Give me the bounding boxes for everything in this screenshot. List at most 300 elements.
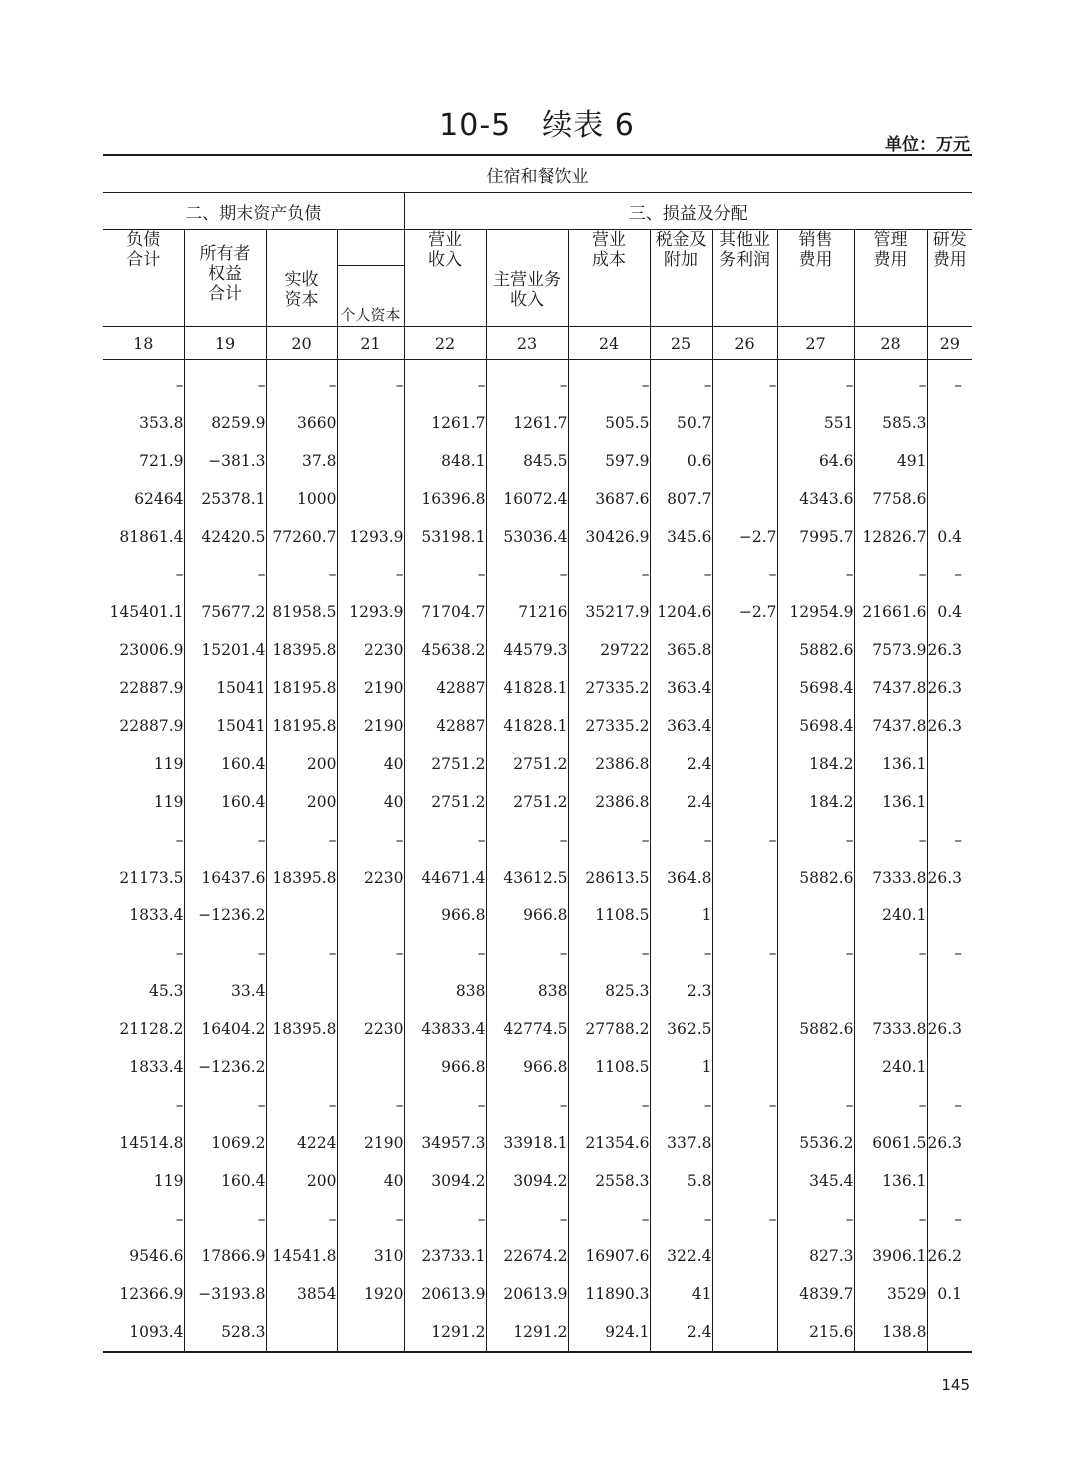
column-number: 28 <box>854 327 927 360</box>
table-cell: 200 <box>266 1162 337 1200</box>
table-cell: 585.3 <box>854 404 927 442</box>
table-cell <box>712 1237 777 1275</box>
header-operating-revenue: 营业 收入 <box>404 230 486 327</box>
sector-heading: 住宿和餐饮业 <box>103 155 972 193</box>
table-cell: −1236.2 <box>184 1048 266 1086</box>
table-row <box>103 821 972 859</box>
table-cell: 1108.5 <box>568 1048 650 1086</box>
table-row <box>103 555 972 593</box>
table-cell: 1261.7 <box>404 404 486 442</box>
table-cell: 2190 <box>337 1124 404 1162</box>
table-cell: 1291.2 <box>404 1313 486 1352</box>
table-cell: 1261.7 <box>486 404 568 442</box>
table-cell: 2.4 <box>650 1313 712 1352</box>
table-cell: 825.3 <box>568 972 650 1010</box>
table-cell: 1920 <box>337 1275 404 1313</box>
table-cell: 2386.8 <box>568 745 650 783</box>
table-cell: 26.3 <box>927 679 963 698</box>
table-cell: 551 <box>777 404 854 442</box>
table-cell: – <box>854 1086 927 1124</box>
table-cell: – <box>954 375 962 394</box>
table-cell: – <box>650 1200 712 1238</box>
table-cell: – <box>486 1200 568 1238</box>
table-cell: – <box>954 565 962 584</box>
table-cell: 3660 <box>266 404 337 442</box>
data-table <box>103 154 972 1353</box>
table-cell: 2386.8 <box>568 783 650 821</box>
group-heading-balance: 二、期末资产负债 <box>103 193 404 230</box>
table-cell: – <box>184 934 266 972</box>
table-row <box>103 480 972 518</box>
table-cell: 7995.7 <box>777 518 854 556</box>
table-cell: – <box>568 555 650 593</box>
table-cell <box>927 442 972 480</box>
table-cell: 5698.4 <box>777 669 854 707</box>
table-cell: – <box>266 360 337 404</box>
table-cell: 2230 <box>337 631 404 669</box>
table-row <box>103 934 972 972</box>
table-cell: 353.8 <box>103 404 184 442</box>
table-cell: 2.4 <box>650 745 712 783</box>
table-row <box>103 360 972 404</box>
table-cell: 5882.6 <box>777 631 854 669</box>
table-cell: – <box>712 555 777 593</box>
table-cell: – <box>712 934 777 972</box>
table-cell: 3906.1 <box>854 1237 927 1275</box>
table-cell: 119 <box>103 1162 184 1200</box>
table-cell: 20613.9 <box>486 1275 568 1313</box>
table-cell: 1833.4 <box>103 896 184 934</box>
table-cell: – <box>777 1200 854 1238</box>
table-cell: – <box>650 934 712 972</box>
table-cell <box>712 1124 777 1162</box>
table-cell: 160.4 <box>184 783 266 821</box>
table-cell: – <box>337 821 404 859</box>
header-personal-capital: 个人资本 <box>337 266 404 327</box>
table-cell: – <box>568 360 650 404</box>
table-cell: – <box>103 1086 184 1124</box>
table-cell: – <box>568 934 650 972</box>
table-cell: 491 <box>854 442 927 480</box>
table-cell <box>927 480 972 518</box>
table-cell: 364.8 <box>650 859 712 897</box>
table-cell: 27788.2 <box>568 1010 650 1048</box>
table-row <box>103 631 972 669</box>
table-cell: 44579.3 <box>486 631 568 669</box>
table-cell: −381.3 <box>184 442 266 480</box>
table-cell: 7333.8 <box>854 1010 927 1048</box>
table-cell: 12366.9 <box>103 1275 184 1313</box>
table-cell: 7437.8 <box>854 669 927 707</box>
table-cell: – <box>404 360 486 404</box>
table-cell: 17866.9 <box>184 1237 266 1275</box>
table-row <box>103 745 972 783</box>
table-cell <box>777 896 854 934</box>
table-cell: – <box>954 830 962 849</box>
table-cell: 26.3 <box>927 1020 963 1039</box>
table-cell: 18395.8 <box>266 859 337 897</box>
table-cell: 40 <box>337 1162 404 1200</box>
table-cell: 528.3 <box>184 1313 266 1352</box>
table-row <box>103 593 972 631</box>
table-cell: – <box>777 555 854 593</box>
table-row <box>103 1313 972 1352</box>
table-cell: 2751.2 <box>404 745 486 783</box>
table-cell: 4839.7 <box>777 1275 854 1313</box>
table-cell: 966.8 <box>404 896 486 934</box>
table-cell <box>337 1048 404 1086</box>
table-cell: 362.5 <box>650 1010 712 1048</box>
table-cell: – <box>337 1200 404 1238</box>
table-cell: – <box>103 821 184 859</box>
group-heading-profit: 三、损益及分配 <box>404 193 972 230</box>
table-row <box>103 1010 972 1048</box>
table-cell <box>266 1313 337 1352</box>
table-cell: 35217.9 <box>568 593 650 631</box>
table-cell: 22887.9 <box>103 669 184 707</box>
table-row <box>103 1200 972 1238</box>
table-cell: – <box>777 1086 854 1124</box>
table-cell: 7573.9 <box>854 631 927 669</box>
table-cell: 3854 <box>266 1275 337 1313</box>
column-number-row <box>103 327 972 360</box>
table-cell: 2230 <box>337 859 404 897</box>
table-cell <box>266 896 337 934</box>
column-number: 27 <box>777 327 854 360</box>
table-cell: 41 <box>650 1275 712 1313</box>
table-cell: 7333.8 <box>854 859 927 897</box>
table-cell: – <box>650 1086 712 1124</box>
table-cell <box>712 631 777 669</box>
table-cell: – <box>650 821 712 859</box>
table-cell: 28613.5 <box>568 859 650 897</box>
table-cell: – <box>103 360 184 404</box>
table-cell: 505.5 <box>568 404 650 442</box>
table-cell: 41828.1 <box>486 707 568 745</box>
table-cell: – <box>777 934 854 972</box>
header-total-liabilities: 负债 合计 <box>103 230 184 327</box>
table-cell: 44671.4 <box>404 859 486 897</box>
table-cell: – <box>404 934 486 972</box>
table-cell: – <box>568 821 650 859</box>
table-cell: 14541.8 <box>266 1237 337 1275</box>
table-cell: – <box>404 821 486 859</box>
table-cell: 119 <box>103 745 184 783</box>
table-cell: 1204.6 <box>650 593 712 631</box>
table-cell: 16072.4 <box>486 480 568 518</box>
table-cell <box>712 1162 777 1200</box>
table-cell <box>927 972 972 1010</box>
table-cell: 345.6 <box>650 518 712 556</box>
table-cell: 81861.4 <box>103 518 184 556</box>
table-cell: 45638.2 <box>404 631 486 669</box>
table-row <box>103 1275 972 1313</box>
header-rd-expenses: 研发 费用 <box>932 230 967 270</box>
table-cell: 23733.1 <box>404 1237 486 1275</box>
table-cell: 21354.6 <box>568 1124 650 1162</box>
table-cell: 160.4 <box>184 1162 266 1200</box>
table-cell: 6061.5 <box>854 1124 927 1162</box>
table-cell: 2190 <box>337 669 404 707</box>
table-cell: 240.1 <box>854 1048 927 1086</box>
table-cell: 119 <box>103 783 184 821</box>
table-cell: 848.1 <box>404 442 486 480</box>
table-cell: – <box>266 1086 337 1124</box>
table-cell: – <box>650 555 712 593</box>
table-cell: 9546.6 <box>103 1237 184 1275</box>
table-cell: 16404.2 <box>184 1010 266 1048</box>
table-cell: 33918.1 <box>486 1124 568 1162</box>
table-cell <box>927 404 972 442</box>
table-row <box>103 1124 972 1162</box>
table-cell: 81958.5 <box>266 593 337 631</box>
table-cell: 22674.2 <box>486 1237 568 1275</box>
table-cell: – <box>184 1086 266 1124</box>
table-cell: 5882.6 <box>777 1010 854 1048</box>
table-cell: 18395.8 <box>266 1010 337 1048</box>
header-other-business-profit: 其他业 务利润 <box>712 230 777 327</box>
table-cell: – <box>404 1086 486 1124</box>
table-cell: 7758.6 <box>854 480 927 518</box>
table-cell: – <box>568 1086 650 1124</box>
unit-label: 单位：万元 <box>885 135 970 155</box>
column-number: 29 <box>927 327 972 360</box>
header-taxes-surcharges: 税金及 附加 <box>650 230 712 327</box>
table-body <box>103 360 972 1353</box>
table-cell: 5698.4 <box>777 707 854 745</box>
table-cell: 62464 <box>103 480 184 518</box>
table-cell: 0.6 <box>650 442 712 480</box>
table-cell <box>337 404 404 442</box>
table-cell: – <box>486 821 568 859</box>
header-admin-expenses: 管理 费用 <box>854 230 927 327</box>
table-cell: 924.1 <box>568 1313 650 1352</box>
table-cell: – <box>777 821 854 859</box>
table-cell: – <box>103 1200 184 1238</box>
column-number: 26 <box>712 327 777 360</box>
table-cell <box>337 972 404 1010</box>
table-cell: 721.9 <box>103 442 184 480</box>
table-cell: – <box>486 555 568 593</box>
table-cell: 41828.1 <box>486 669 568 707</box>
table-cell: 184.2 <box>777 783 854 821</box>
table-cell <box>927 1313 972 1352</box>
table-cell: 45.3 <box>103 972 184 1010</box>
table-row <box>103 404 972 442</box>
table-cell: 12826.7 <box>854 518 927 556</box>
table-cell: 310 <box>337 1237 404 1275</box>
table-row <box>103 1237 972 1275</box>
table-cell: 16396.8 <box>404 480 486 518</box>
header-operating-cost: 营业 成本 <box>568 230 650 327</box>
table-cell: – <box>337 555 404 593</box>
table-row <box>103 707 972 745</box>
table-cell <box>712 404 777 442</box>
table-cell: – <box>184 821 266 859</box>
table-cell: 845.5 <box>486 442 568 480</box>
table-cell: 4343.6 <box>777 480 854 518</box>
table-cell: 215.6 <box>777 1313 854 1352</box>
table-cell: 136.1 <box>854 1162 927 1200</box>
table-cell <box>712 442 777 480</box>
table-cell: 75677.2 <box>184 593 266 631</box>
table-cell: 34957.3 <box>404 1124 486 1162</box>
table-cell: 1833.4 <box>103 1048 184 1086</box>
table-cell: – <box>103 555 184 593</box>
table-row <box>103 859 972 897</box>
table-cell: 2.3 <box>650 972 712 1010</box>
table-cell: 21661.6 <box>854 593 927 631</box>
table-cell: 0.4 <box>937 603 962 622</box>
table-cell: 12954.9 <box>777 593 854 631</box>
table-cell: 42420.5 <box>184 518 266 556</box>
table-cell <box>712 669 777 707</box>
table-cell <box>712 972 777 1010</box>
table-cell: 160.4 <box>184 745 266 783</box>
header-main-business-revenue: 主营业务 收入 <box>486 230 568 327</box>
table-cell <box>712 1313 777 1352</box>
table-cell: 966.8 <box>486 896 568 934</box>
table-cell: 26.3 <box>927 868 963 887</box>
table-cell: 0.1 <box>937 1285 962 1304</box>
table-cell: 1 <box>650 896 712 934</box>
table-row <box>103 669 972 707</box>
table-cell: 2.4 <box>650 783 712 821</box>
table-cell: 5.8 <box>650 1162 712 1200</box>
table-cell: – <box>854 1200 927 1238</box>
column-number: 18 <box>103 327 184 360</box>
table-cell: 16437.6 <box>184 859 266 897</box>
table-cell: – <box>854 360 927 404</box>
table-cell: −2.7 <box>712 518 777 556</box>
table-cell: 64.6 <box>777 442 854 480</box>
table-cell: – <box>954 944 962 963</box>
table-cell: – <box>337 360 404 404</box>
table-cell: 22887.9 <box>103 707 184 745</box>
table-cell: 71216 <box>486 593 568 631</box>
table-cell: 3094.2 <box>486 1162 568 1200</box>
table-cell: −2.7 <box>712 593 777 631</box>
table-cell: 50.7 <box>650 404 712 442</box>
table-cell: 37.8 <box>266 442 337 480</box>
table-cell: 43833.4 <box>404 1010 486 1048</box>
table-cell: 40 <box>337 745 404 783</box>
table-cell: 322.4 <box>650 1237 712 1275</box>
table-cell: – <box>266 934 337 972</box>
table-cell: – <box>266 1200 337 1238</box>
table-cell: – <box>712 1200 777 1238</box>
table-cell <box>266 972 337 1010</box>
table-cell: 145401.1 <box>103 593 184 631</box>
table-cell <box>712 859 777 897</box>
table-cell <box>712 1275 777 1313</box>
table-cell: 27335.2 <box>568 669 650 707</box>
table-cell: 827.3 <box>777 1237 854 1275</box>
table-cell <box>337 442 404 480</box>
table-cell: – <box>266 555 337 593</box>
table-cell: 25378.1 <box>184 480 266 518</box>
table-cell: – <box>712 1086 777 1124</box>
table-cell: – <box>337 934 404 972</box>
table-cell: – <box>854 934 927 972</box>
table-cell: 21128.2 <box>103 1010 184 1048</box>
table-cell: 184.2 <box>777 745 854 783</box>
table-row <box>103 518 972 556</box>
table-cell: 5882.6 <box>777 859 854 897</box>
table-cell: 42887 <box>404 669 486 707</box>
table-cell: 26.2 <box>927 1247 963 1266</box>
table-cell <box>712 745 777 783</box>
table-cell: 838 <box>486 972 568 1010</box>
table-cell: 8259.9 <box>184 404 266 442</box>
header-paid-in-capital: 实收 资本 <box>266 230 337 327</box>
table-cell: 53198.1 <box>404 518 486 556</box>
table-cell: 33.4 <box>184 972 266 1010</box>
table-cell: 18195.8 <box>266 707 337 745</box>
table-cell: 21173.5 <box>103 859 184 897</box>
table-cell: 200 <box>266 783 337 821</box>
table-cell <box>927 783 972 821</box>
page-title: 10-5 续表 6 <box>439 108 635 143</box>
table-cell <box>777 1048 854 1086</box>
table-cell <box>266 1048 337 1086</box>
header-owners-equity: 所有者 权益 合计 <box>184 230 266 327</box>
table-cell: 15041 <box>184 669 266 707</box>
table-cell: 597.9 <box>568 442 650 480</box>
table-cell: 966.8 <box>404 1048 486 1086</box>
table-cell: 40 <box>337 783 404 821</box>
table-cell: 53036.4 <box>486 518 568 556</box>
table-cell <box>712 783 777 821</box>
table-cell: 0.4 <box>937 527 962 546</box>
table-cell: – <box>184 1200 266 1238</box>
table-cell: 42774.5 <box>486 1010 568 1048</box>
table-cell: 27335.2 <box>568 707 650 745</box>
column-number: 21 <box>337 327 404 360</box>
table-row <box>103 972 972 1010</box>
table-cell: 18395.8 <box>266 631 337 669</box>
table-cell: 18195.8 <box>266 669 337 707</box>
table-cell: 2230 <box>337 1010 404 1048</box>
table-cell: 1293.9 <box>337 593 404 631</box>
table-cell: 1093.4 <box>103 1313 184 1352</box>
header-capital-subgroup <box>337 230 404 266</box>
table-cell: – <box>854 821 927 859</box>
table-cell: 29722 <box>568 631 650 669</box>
table-cell: 20613.9 <box>404 1275 486 1313</box>
table-cell: 15041 <box>184 707 266 745</box>
table-cell: 3529 <box>854 1275 927 1313</box>
table-cell: 138.8 <box>854 1313 927 1352</box>
table-cell: 30426.9 <box>568 518 650 556</box>
page-number: 145 <box>941 1376 970 1394</box>
table-cell: – <box>184 360 266 404</box>
table-cell <box>927 896 972 934</box>
table-cell: 7437.8 <box>854 707 927 745</box>
table-cell: 16907.6 <box>568 1237 650 1275</box>
table-cell: 1069.2 <box>184 1124 266 1162</box>
table-cell: 2751.2 <box>486 745 568 783</box>
table-cell: 2751.2 <box>486 783 568 821</box>
table-cell: 23006.9 <box>103 631 184 669</box>
table-cell: 807.7 <box>650 480 712 518</box>
table-cell: – <box>486 360 568 404</box>
table-cell: 15201.4 <box>184 631 266 669</box>
table-cell: 363.4 <box>650 669 712 707</box>
table-cell: 337.8 <box>650 1124 712 1162</box>
table-cell: 3687.6 <box>568 480 650 518</box>
table-row <box>103 783 972 821</box>
